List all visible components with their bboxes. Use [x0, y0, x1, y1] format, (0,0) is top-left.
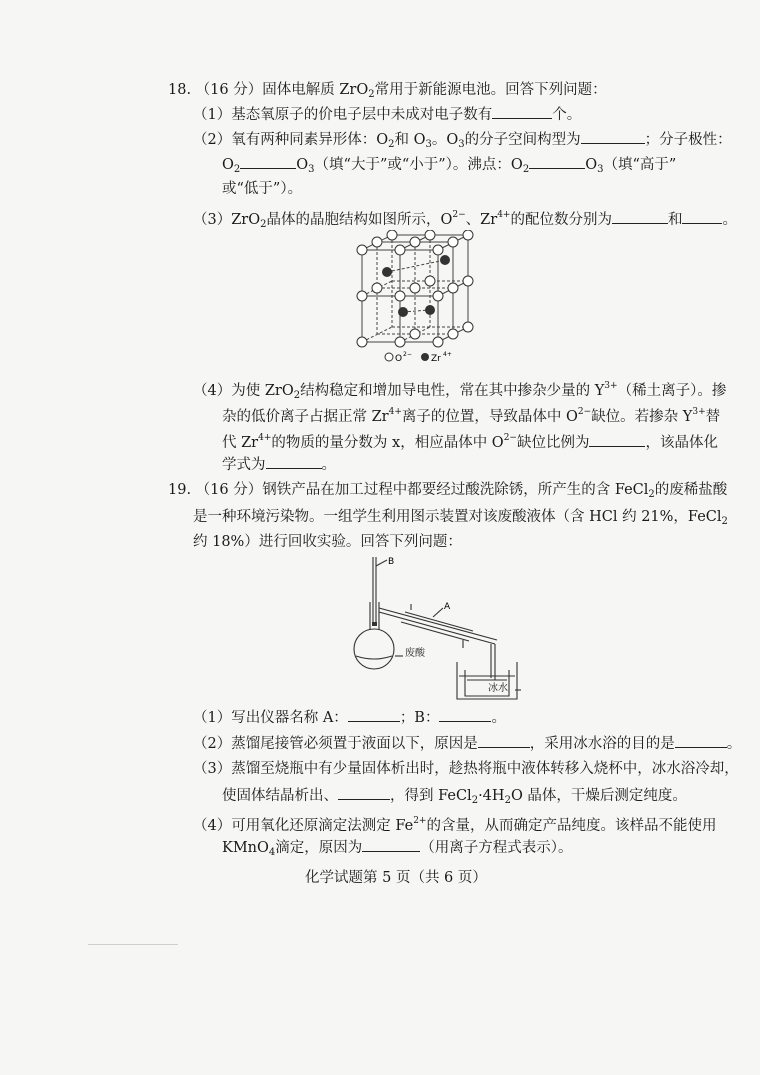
acid-label: 废酸 — [405, 648, 425, 659]
answer-blank[interactable] — [266, 454, 322, 469]
q18-part3: （3）ZrO$_2$晶体的晶胞结构如图所示，$O^{2-}$、$Zr^{4+}$的配位数分别为 和 。 — [193, 210, 737, 230]
q18-part2-line2: $O_2$ $O_3$（填“大于”或“小于”）。沸点：$O_2$ $O_3$（填“高于” — [222, 154, 676, 180]
answer-blank[interactable] — [581, 129, 645, 144]
q19-stem-line3: 约 18%）进行回收实验。回答下列问题： — [193, 534, 462, 550]
answer-blank[interactable] — [362, 837, 420, 852]
scan-artifact-line — [88, 944, 178, 945]
q19-stem-line1: 19. （16 分）钢铁产品在加工过程中都要经过酸洗除锈，所产生的含 FeCl$_2$的废稀盐酸 — [168, 482, 728, 500]
page-footer: 化学试题第 5 页（共 6 页） — [305, 870, 487, 886]
answer-blank[interactable] — [529, 154, 585, 169]
zro2-unit-cell-figure — [355, 230, 485, 370]
q19-part4-line2: KMnO$_4$滴定，原因为 （用离子方程式表示）。 — [222, 837, 573, 863]
answer-blank[interactable] — [348, 707, 400, 722]
q19-part1: （1）写出仪器名称 A： ；B： 。 — [193, 707, 506, 728]
answer-blank[interactable] — [478, 733, 530, 748]
svg-text:2−: 2− — [403, 351, 412, 358]
answer-blank[interactable] — [589, 432, 645, 447]
q19-stem-line2: 是一种环境污染物。一组学生利用图示装置对该废酸液体（含 HCl 约 21%，FeCl$_2$ — [193, 509, 728, 527]
answer-blank[interactable] — [612, 209, 668, 224]
answer-blank[interactable] — [240, 154, 296, 169]
svg-text:O: O — [395, 354, 403, 364]
q18-part4-line2: 杂的低价离子占据正常 $Zr^{4+}$离子的位置，导致晶体中 $O^{2-}$缺位。若掺杂 $Y^{3+}$替 — [222, 407, 721, 425]
answer-blank[interactable] — [338, 785, 390, 800]
svg-text:A: A — [444, 602, 451, 612]
answer-blank[interactable] — [682, 209, 722, 224]
q18-part4-line1: （4）为使 ZrO$_2$结构稳定和增加导电性，常在其中掺杂少量的 $Y^{3+}$（稀土离子）。掺 — [193, 381, 727, 401]
q19-part4-line1: （4）可用氧化还原滴定法测定 $Fe^{2+}$的含量，从而确定产品纯度。该样品不能使用 — [193, 816, 717, 834]
q19-part2: （2）蒸馏尾接管必须置于液面以下，原因是 ，采用冰水浴的目的是 。 — [193, 733, 741, 754]
q19-part3-line2: 使固体结晶析出、 ，得到 $FeCl_2\cdot 4H_2O$ 晶体，干燥后测定纯度。 — [222, 785, 687, 811]
q18-part4-line3: 代 $Zr^{4+}$的物质的量分数为 x，相应晶体中 $O^{2-}$缺位比例为 ，该晶体化 — [222, 433, 718, 451]
q18-part4-line4: 学式为 。 — [222, 454, 336, 475]
answer-blank[interactable] — [675, 733, 727, 748]
distillation-apparatus-figure — [345, 552, 525, 702]
svg-text:4+: 4+ — [443, 351, 452, 358]
answer-blank[interactable] — [492, 104, 552, 119]
q18-part2-line3: 或“低于”）。 — [222, 181, 303, 197]
q18-part2-line1: （2）氧有两种同素异形体：$O_2$和 $O_3$。$O_3$的分子空间构型为 ；分子极性： — [193, 129, 732, 155]
q19-part3-line1: （3）蒸馏至烧瓶中有少量固体析出时，趁热将瓶中液体转移入烧杯中，冰水浴冷却， — [193, 761, 739, 777]
svg-text:Zr: Zr — [431, 354, 441, 364]
ice-water-label: 冰水 — [488, 683, 508, 694]
q18-part1: （1）基态氧原子的价电子层中未成对电子数有 个。 — [193, 104, 581, 125]
svg-text:B: B — [388, 557, 395, 567]
answer-blank[interactable] — [439, 707, 491, 722]
q18-stem: 18. （16 分）固体电解质 ZrO$_2$常用于新能源电池。回答下列问题： — [168, 82, 607, 100]
